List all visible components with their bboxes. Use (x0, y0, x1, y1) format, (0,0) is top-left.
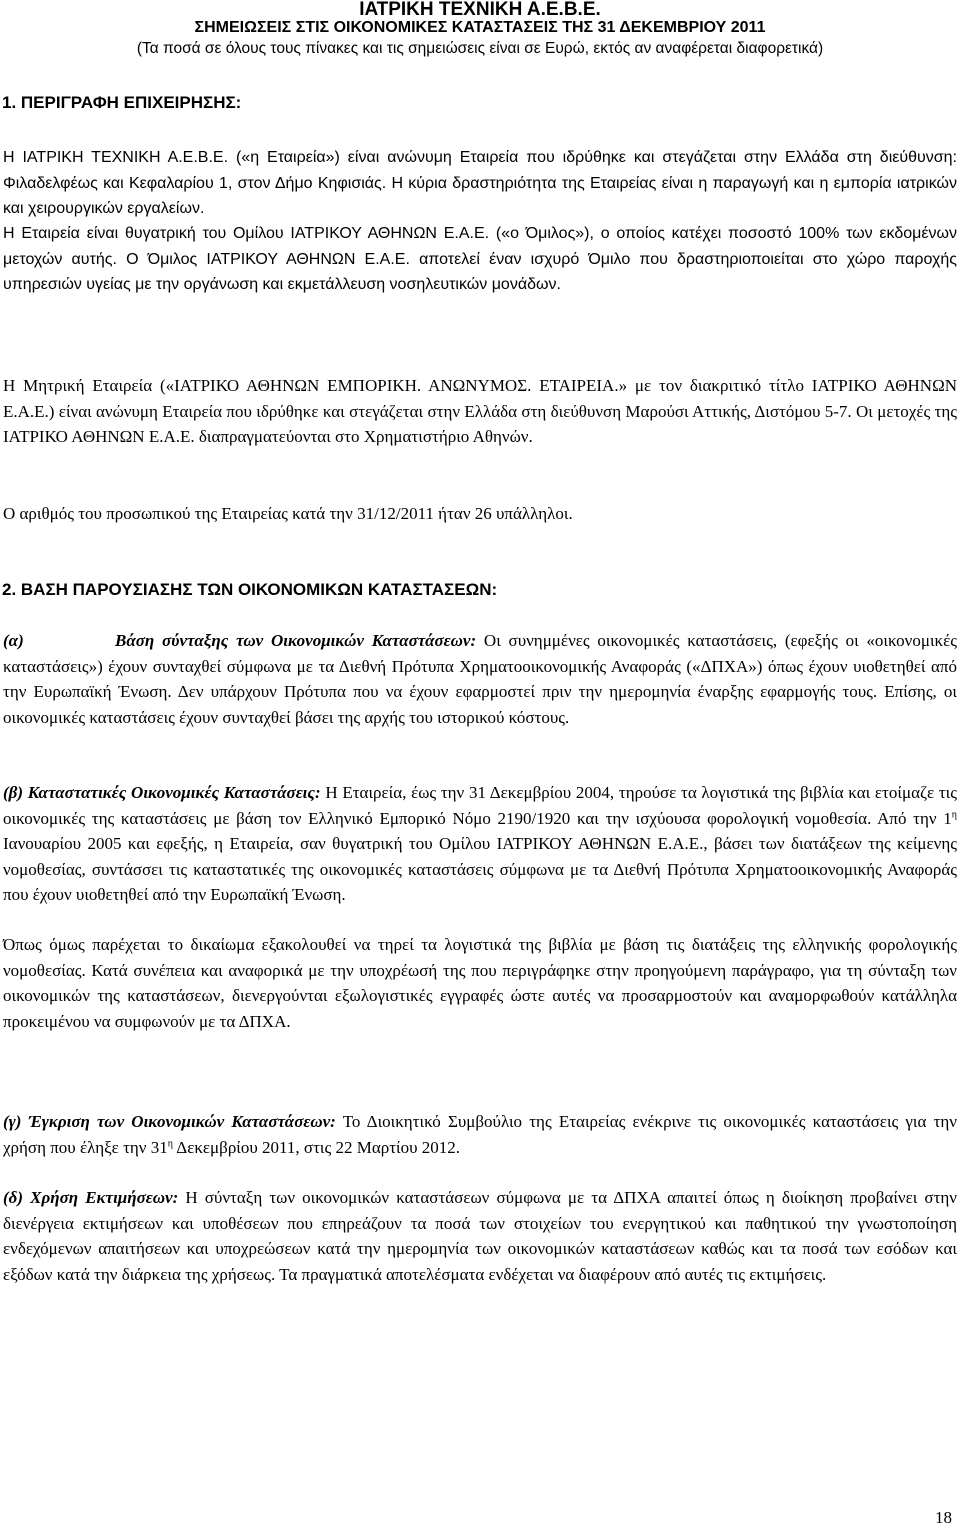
paragraph-b-title: (β) Καταστατικές Οικονομικές Καταστάσεις: (3, 783, 321, 802)
section-1-heading: 1. ΠΕΡΙΓΡΑΦΗ ΕΠΙΧΕΙΡΗΣΗΣ: (2, 93, 242, 112)
paragraph-c-title: (γ) Έγκριση των Οικονομικών Καταστάσεων: (3, 1112, 336, 1131)
page-number: 18 (935, 1508, 952, 1527)
section-2-paragraph-b-continued: Όπως όμως παρέχεται το δικαίωμα εξακολουθεί να τηρεί τα λογιστικά της βιβλία με βάση τις διατάξεις της ελληνικής φορολογικής νομοθεσίας. Κατά συνέπεια και αναφορικά με την υποχρέωσή της που περιγράφηκε στην προηγούμενη παράγραφο, για τη σύνταξη των οικονομικών της καταστάσεων, διενεργούνται εξωλογιστικές εγγραφές ώστε αυτές να προσαρμοστούν και αναμορφωθούν κατάλληλα προκειμένου να συμφωνούν με τα ΔΠΧΑ. (3, 935, 957, 1031)
section-1-paragraph-3: Η Μητρική Εταιρεία («ΙΑΤΡΙΚΟ ΑΘΗΝΩΝ ΕΜΠΟΡΙΚΗ. ΑΝΩΝΥΜΟΣ. ΕΤΑΙΡΕΙΑ.» με τον διακριτικό τίτλο ΙΑΤΡΙΚΟ ΑΘΗΝΩΝ Ε.Α.Ε.) είναι ανώνυμη Εταιρεία που ιδρύθηκε και στεγάζεται στην Ελλάδα στη διεύθυνση Μαρούσι Αττικής, Διστόμου 5-7. Οι μετοχές της ΙΑΤΡΙΚΟ ΑΘΗΝΩΝ Ε.Α.Ε. διαπραγματεύονται στο Χρηματιστήριο Αθηνών. (3, 376, 957, 446)
header-company: ΙΑΤΡΙΚΗ ΤΕΧΝΙΚΗ Α.Ε.Β.Ε. (359, 0, 601, 20)
section-2-paragraph-a (3, 628, 957, 730)
paragraph-a-text: Οι συνημμένες οικονομικές καταστάσεις, (εφεξής οι «οικονομικές καταστάσεις») έχουν συνταχθεί σύμφωνα με τα Διεθνή Πρότυπα Χρηματοοικονομικής Αναφοράς («ΔΠΧΑ») όπως έχουν υιοθετηθεί από την Ευρωπαϊκή Ένωση. Δεν υπάρχουν Πρότυπα που να έχουν εφαρμοστεί πριν την ημερομηνία έναρξης εφαρμογής τους. Επίσης, οι οικονομικές καταστάσεις έχουν συνταχθεί βάσει της αρχής του ιστορικού κόστους. (3, 631, 957, 727)
paragraph-d-title: (δ) Χρήση Εκτιμήσεων: (3, 1188, 179, 1207)
paragraph-c-text-2: Δεκεμβρίου 2011, στις 22 Μαρτίου 2012. (172, 1137, 461, 1157)
paragraph-c-superscript: η (167, 1137, 173, 1149)
section-2-paragraph-c (3, 1109, 957, 1160)
header-currency-note: (Τα ποσά σε όλους τους πίνακες και τις σημειώσεις είναι σε Ευρώ, εκτός αν αναφέρεται διαφορετικά) (136, 40, 824, 57)
paragraph-a-title: Βάση σύνταξης των Οικονομικών Καταστάσεων: (115, 631, 477, 650)
section-1-paragraph-1: Η ΙΑΤΡΙΚΗ ΤΕΧΝΙΚΗ Α.Ε.Β.Ε. («η Εταιρεία») είναι ανώνυμη Εταιρεία που ιδρύθηκε και στεγάζεται στην Ελλάδα στη διεύθυνση: Φιλαδελφέως και Κεφαλαρίου 1, στον Δήμο Κηφισιάς. Η κύρια δραστηριότητα της Εταιρείας είναι η παραγωγή και η εμπορία ιατρικών και χειρουργικών εργαλείων. (3, 149, 957, 217)
header-notes-title: ΣΗΜΕΙΩΣΕΙΣ ΣΤΙΣ ΟΙΚΟΝΟΜΙΚΕΣ ΚΑΤΑΣΤΑΣΕΙΣ ΤΗΣ 31 ΔΕΚΕΜΒΡΙΟΥ 2011 (194, 19, 766, 36)
section-2-heading: 2. ΒΑΣΗ ΠΑΡΟΥΣΙΑΣΗΣ ΤΩΝ ΟΙΚΟΝΟΜΙΚΩΝ ΚΑΤΑΣΤΑΣΕΩΝ: (2, 580, 498, 599)
section-2-paragraph-b (3, 780, 957, 908)
paragraph-b-text-2: Ιανουαρίου 2005 και εφεξής, η Εταιρεία, σαν θυγατρική του Ομίλου ΙΑΤΡΙΚΟΥ ΑΘΗΝΩΝ Ε.Α.Ε., βάσει των διατάξεων της κείμενης νομοθεσίας, συντάσσει τις καταστατικές της οικονομικές καταστάσεις σύμφωνα με τα Διεθνή Πρότυπα Χρηματοοικονομικής Αναφοράς που έχουν υιοθετηθεί από την Ευρωπαϊκή Ένωση. (3, 834, 957, 904)
paragraph-b-text-1: Η Εταιρεία, έως την 31 Δεκεμβρίου 2004, τηρούσε τα λογιστικά της βιβλία και ετοίμαζε τις οικονομικές της καταστάσεις με βάση τον Ελληνικό Εμπορικό Νόμο 2190/1920 και την ισχύουσα φορολογική νομοθεσία. Από την 1 (3, 783, 957, 828)
section-1-paragraph-4: Ο αριθμός του προσωπικού της Εταιρείας κατά την 31/12/2011 ήταν 26 υπάλληλοι. (3, 504, 573, 523)
paragraph-c-text-1: Το Διοικητικό Συμβούλιο της Εταιρείας ενέκρινε τις οικονομικές καταστάσεις για την χρήση που έληξε την 31 (3, 1112, 957, 1157)
paragraph-d-text: Η σύνταξη των οικονομικών καταστάσεων σύμφωνα με τα ΔΠΧΑ απαιτεί όπως η διοίκηση προβαίνει στην διενέργεια εκτιμήσεων και υποθέσεων που επηρεάζουν τα ποσά των στοιχείων του ενεργητικού και παθητικού την γνωστοποίηση ενδεχόμενων απαιτήσεων και υποχρεώσεων κατά την ημερομηνία των οικονομικών καταστάσεων καθώς και τα ποσά των εσόδων και εξόδων κατά την διάρκεια της χρήσεως. Τα πραγματικά αποτελέσματα ενδέχεται να διαφέρουν από αυτές τις εκτιμήσεις. (3, 1188, 957, 1284)
paragraph-a-label: (α) (3, 631, 24, 650)
section-2-paragraph-d (3, 1185, 957, 1287)
paragraph-b-superscript: η (951, 808, 957, 820)
section-1-paragraph-2: Η Εταιρεία είναι θυγατρική του Ομίλου ΙΑΤΡΙΚΟΥ ΑΘΗΝΩΝ Ε.Α.Ε. («ο Όμιλος»), ο οποίος κατέχει ποσοστό 100% των εκδομένων μετοχών αυτής. Ο Όμιλος ΙΑΤΡΙΚΟΥ ΑΘΗΝΩΝ Ε.Α.Ε. αποτελεί έναν ισχυρό Όμιλο που δραστηριοποιείται στο χώρο παροχής υπηρεσιών υγείας με την οργάνωση και εκμετάλλευση νοσηλευτικών μονάδων. (3, 225, 957, 293)
